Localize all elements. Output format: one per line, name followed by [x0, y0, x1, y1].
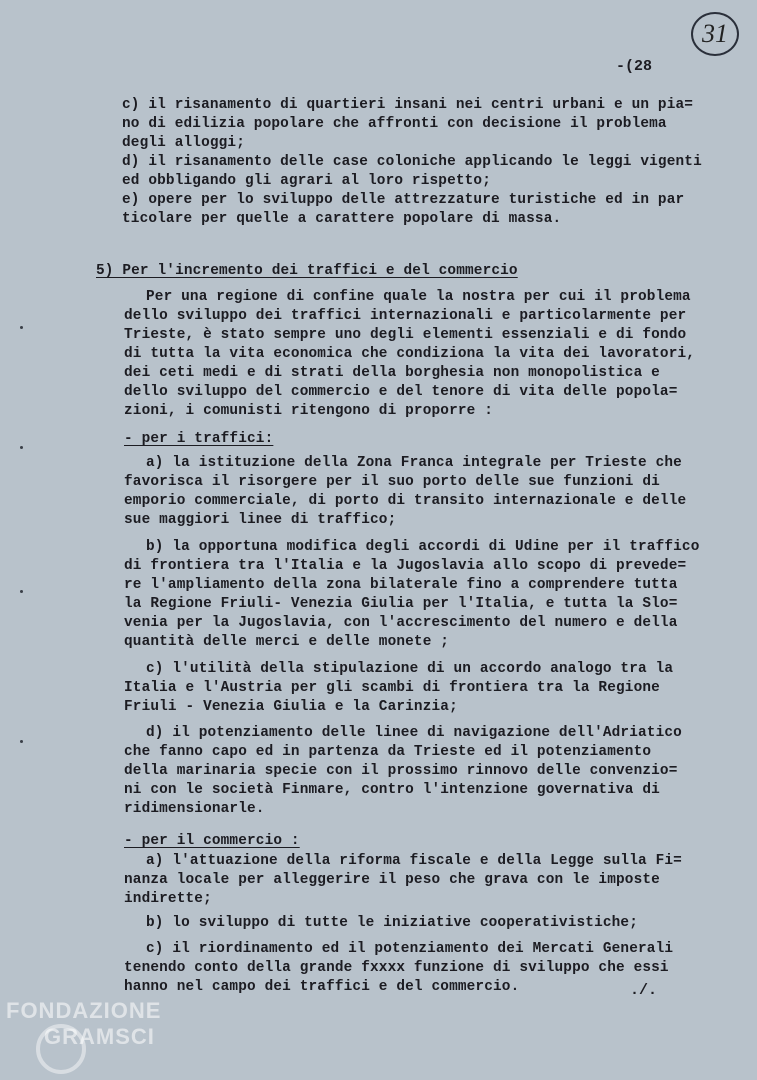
text-line: indirette;: [124, 891, 212, 907]
watermark-line-1: FONDAZIONE: [6, 998, 162, 1023]
text-line: dei ceti medi e di strati della borghesia non monopolistica e: [124, 365, 660, 381]
text-line: ridimensionarle.: [124, 801, 265, 817]
text-line: la Regione Friuli- Venezia Giulia per l'Italia, e tutta la Slo=: [124, 596, 678, 612]
text-line: quantità delle merci e delle monete ;: [124, 634, 450, 650]
subsection-heading: - per il commercio :: [124, 833, 300, 849]
text-line: d) il risanamento delle case coloniche applicando le leggi vigenti: [122, 154, 702, 170]
text-line: no di edilizia popolare che affronti con decisione il problema: [122, 116, 667, 132]
text-line: a) l'attuazione della riforma fiscale e della Legge sulla Fi=: [146, 853, 682, 869]
text-line: sue maggiori linee di traffico;: [124, 512, 397, 528]
text-line: hanno nel campo dei traffici e del commercio.: [124, 979, 520, 995]
text-line: ni con le società Finmare, contro l'intenzione governativa di: [124, 782, 660, 798]
text-line: c) il risanamento di quartieri insani nei centri urbani e un pia=: [122, 97, 694, 113]
text-line: zioni, i comunisti ritengono di proporre :: [124, 403, 494, 419]
text-line: tenendo conto della grande fxxxx funzione di sviluppo che essi: [124, 960, 669, 976]
fondazione-gramsci-watermark: [6, 998, 206, 1078]
text-line: dello sviluppo del commercio e del tenore di vita delle popola=: [124, 384, 678, 400]
text-line: e) opere per lo sviluppo delle attrezzature turistiche ed in par: [122, 192, 685, 208]
margin-mark: [20, 740, 23, 743]
text-line: Trieste, è stato sempre uno degli elementi essenziali e di fondo: [124, 327, 687, 343]
text-line: favorisca il risorgere per il suo porto delle sue funzioni di: [124, 474, 660, 490]
text-line: d) il potenziamento delle linee di navigazione dell'Adriatico: [146, 725, 682, 741]
text-line: di tutta la vita economica che condiziona la vita dei lavoratori,: [124, 346, 696, 362]
text-line: Friuli - Venezia Giulia e la Carinzia;: [124, 699, 458, 715]
margin-mark: [20, 446, 23, 449]
margin-mark: [20, 326, 23, 329]
text-line: re l'ampliamento della zona bilaterale fino a comprendere tutta: [124, 577, 678, 593]
text-line: ed obbligando gli agrari al loro rispetto;: [122, 173, 492, 189]
text-line: Italia e l'Austria per gli scambi di frontiera tra la Regione: [124, 680, 660, 696]
subsection-heading: - per i traffici:: [124, 431, 274, 447]
continuation-mark: ./.: [630, 982, 658, 999]
watermark-logo-icon: [36, 1024, 86, 1074]
text-line: Per una regione di confine quale la nostra per cui il problema: [146, 289, 691, 305]
watermark-line-2: GRAMSCI: [44, 1024, 155, 1049]
archive-page-number: 31: [691, 12, 739, 56]
text-line: ticolare per quelle a carattere popolare di massa.: [122, 211, 562, 227]
text-line: emporio commerciale, di porto di transito internazionale e delle: [124, 493, 687, 509]
text-line: dello sviluppo dei traffici internazionali e particolarmente per: [124, 308, 687, 324]
section-heading: 5) Per l'incremento dei traffici e del commercio: [96, 263, 518, 279]
text-line: a) la istituzione della Zona Franca integrale per Trieste che: [146, 455, 682, 471]
text-line: nanza locale per alleggerire il peso che grava con le imposte: [124, 872, 660, 888]
text-line: b) la opportuna modifica degli accordi di Udine per il traffico: [146, 539, 700, 555]
margin-mark: [20, 590, 23, 593]
text-line: della marinaria specie con il prossimo rinnovo delle convenzio=: [124, 763, 678, 779]
text-line: c) l'utilità della stipulazione di un accordo analogo tra la: [146, 661, 674, 677]
text-line: b) lo sviluppo di tutte le iniziative cooperativistiche;: [146, 915, 639, 931]
text-line: che fanno capo ed in partenza da Trieste ed il potenziamento: [124, 744, 652, 760]
text-line: di frontiera tra l'Italia e la Jugoslavia allo scopo di prevede=: [124, 558, 687, 574]
text-line: degli alloggi;: [122, 135, 246, 151]
text-line: venia per la Jugoslavia, con l'accrescimento del numero e della: [124, 615, 678, 631]
page-reference: -(28: [616, 58, 653, 75]
text-line: c) il riordinamento ed il potenziamento dei Mercati Generali: [146, 941, 674, 957]
